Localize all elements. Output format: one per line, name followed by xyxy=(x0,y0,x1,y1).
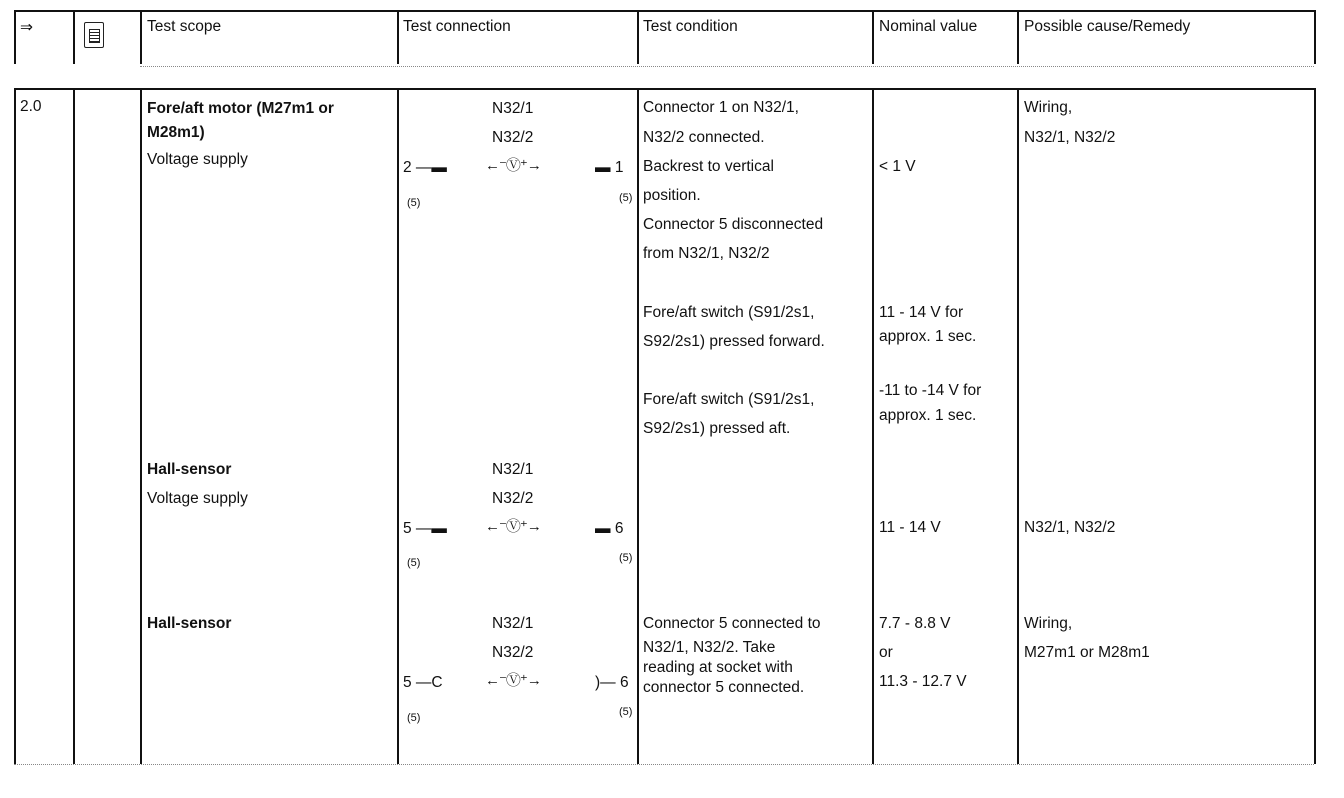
header-line xyxy=(1314,10,1316,64)
arrow-icon: ⇒ xyxy=(20,19,33,36)
scope-subtitle: Voltage supply xyxy=(147,490,248,507)
header-line xyxy=(73,10,75,64)
remedy-text: Wiring, xyxy=(1024,615,1073,632)
scope-title: Hall-sensor xyxy=(147,461,232,478)
condition-text: connector 5 connected. xyxy=(643,679,805,696)
condition-text: Fore/aft switch (S91/2s1, xyxy=(643,391,815,408)
header-test-scope: Test scope xyxy=(147,18,222,35)
probe-icon: ▬ xyxy=(595,159,615,176)
body-dotted-bottom xyxy=(14,764,1314,766)
voltmeter-symbol: ←⁻Ⓥ⁺→ xyxy=(485,157,541,174)
pin-right xyxy=(595,158,623,178)
scope-title: Hall-sensor xyxy=(147,615,232,632)
pin-number: 1 xyxy=(614,159,624,176)
nominal-value: or xyxy=(879,644,893,661)
body-line xyxy=(1017,88,1019,764)
header-dotted-bottom xyxy=(140,66,1314,68)
connector-number: (5) xyxy=(619,552,633,564)
header-test-connection: Test connection xyxy=(403,18,511,35)
socket-icon: )— xyxy=(595,674,620,691)
header-line xyxy=(397,10,399,64)
header-test-condition: Test condition xyxy=(643,18,738,35)
pin-right xyxy=(595,673,629,693)
pin-number: 5 xyxy=(403,674,412,691)
nominal-value: -11 to -14 V for xyxy=(879,382,982,399)
body-line xyxy=(14,88,16,764)
condition-text: reading at socket with xyxy=(643,659,793,676)
connection-label: N32/1 xyxy=(492,100,534,117)
pin-left xyxy=(403,673,443,693)
body-line xyxy=(140,88,142,764)
remedy-text: Wiring, xyxy=(1024,99,1073,116)
header-line xyxy=(1017,10,1019,64)
pin-number: 6 xyxy=(619,674,629,691)
step-number: 2.0 xyxy=(20,98,42,115)
header-line xyxy=(637,10,639,64)
pin-number: 5 xyxy=(403,520,412,537)
scope-title: Fore/aft motor (M27m1 or xyxy=(147,100,334,117)
condition-text: Backrest to vertical xyxy=(643,158,774,175)
condition-text: Connector 1 on N32/1, xyxy=(643,99,799,116)
scope-title: M28m1) xyxy=(147,124,205,141)
condition-text: from N32/1, N32/2 xyxy=(643,245,770,262)
nominal-value: < 1 V xyxy=(879,158,916,175)
body-top-border xyxy=(14,88,1316,90)
nominal-value: approx. 1 sec. xyxy=(879,407,977,424)
pin-right xyxy=(595,519,623,539)
nominal-value: 11 - 14 V for xyxy=(879,304,964,321)
header-line xyxy=(14,10,16,64)
body-line xyxy=(872,88,874,764)
body-line xyxy=(73,88,75,764)
condition-text: Connector 5 connected to xyxy=(643,615,821,632)
header-line xyxy=(140,10,142,64)
connector-number: (5) xyxy=(407,712,421,724)
probe-icon: ―▬ xyxy=(411,159,447,176)
header-possible-cause: Possible cause/Remedy xyxy=(1024,18,1191,35)
header-line xyxy=(872,10,874,64)
connector-number: (5) xyxy=(407,557,421,569)
pin-left xyxy=(403,158,447,178)
voltmeter-symbol: ←⁻Ⓥ⁺→ xyxy=(485,518,541,535)
remedy-text: N32/1, N32/2 xyxy=(1024,129,1116,146)
socket-icon: —C xyxy=(411,674,443,691)
connector-number: (5) xyxy=(407,197,421,209)
pin-number: 6 xyxy=(614,520,624,537)
scope-subtitle: Voltage supply xyxy=(147,151,248,168)
connection-label: N32/2 xyxy=(492,129,534,146)
connection-label: N32/2 xyxy=(492,490,534,507)
remedy-text: M27m1 or M28m1 xyxy=(1024,644,1150,661)
header-nominal-value: Nominal value xyxy=(879,18,978,35)
nominal-value: 11.3 - 12.7 V xyxy=(879,673,967,690)
header-top-border xyxy=(14,10,1316,12)
remedy-text: N32/1, N32/2 xyxy=(1024,519,1116,536)
voltmeter-symbol: ←⁻Ⓥ⁺→ xyxy=(485,672,541,689)
probe-icon: ―▬ xyxy=(411,520,447,537)
nominal-value: 7.7 - 8.8 V xyxy=(879,615,951,632)
condition-text: N32/1, N32/2. Take xyxy=(643,639,776,656)
connection-label: N32/2 xyxy=(492,644,534,661)
condition-text: S92/2s1) pressed forward. xyxy=(643,333,825,350)
pin-left xyxy=(403,519,447,539)
nominal-value: 11 - 14 V xyxy=(879,519,941,536)
nominal-value: approx. 1 sec. xyxy=(879,328,977,345)
condition-text: S92/2s1) pressed aft. xyxy=(643,420,791,437)
pin-number: 2 xyxy=(403,159,412,176)
condition-text: Fore/aft switch (S91/2s1, xyxy=(643,304,815,321)
body-line xyxy=(397,88,399,764)
condition-text: N32/2 connected. xyxy=(643,129,765,146)
probe-icon: ▬ xyxy=(595,520,615,537)
connector-number: (5) xyxy=(619,706,633,718)
body-line xyxy=(637,88,639,764)
connection-label: N32/1 xyxy=(492,615,534,632)
manual-icon xyxy=(84,22,104,48)
connection-label: N32/1 xyxy=(492,461,534,478)
connector-number: (5) xyxy=(619,192,633,204)
condition-text: position. xyxy=(643,187,701,204)
body-line xyxy=(1314,88,1316,764)
condition-text: Connector 5 disconnected xyxy=(643,216,824,233)
